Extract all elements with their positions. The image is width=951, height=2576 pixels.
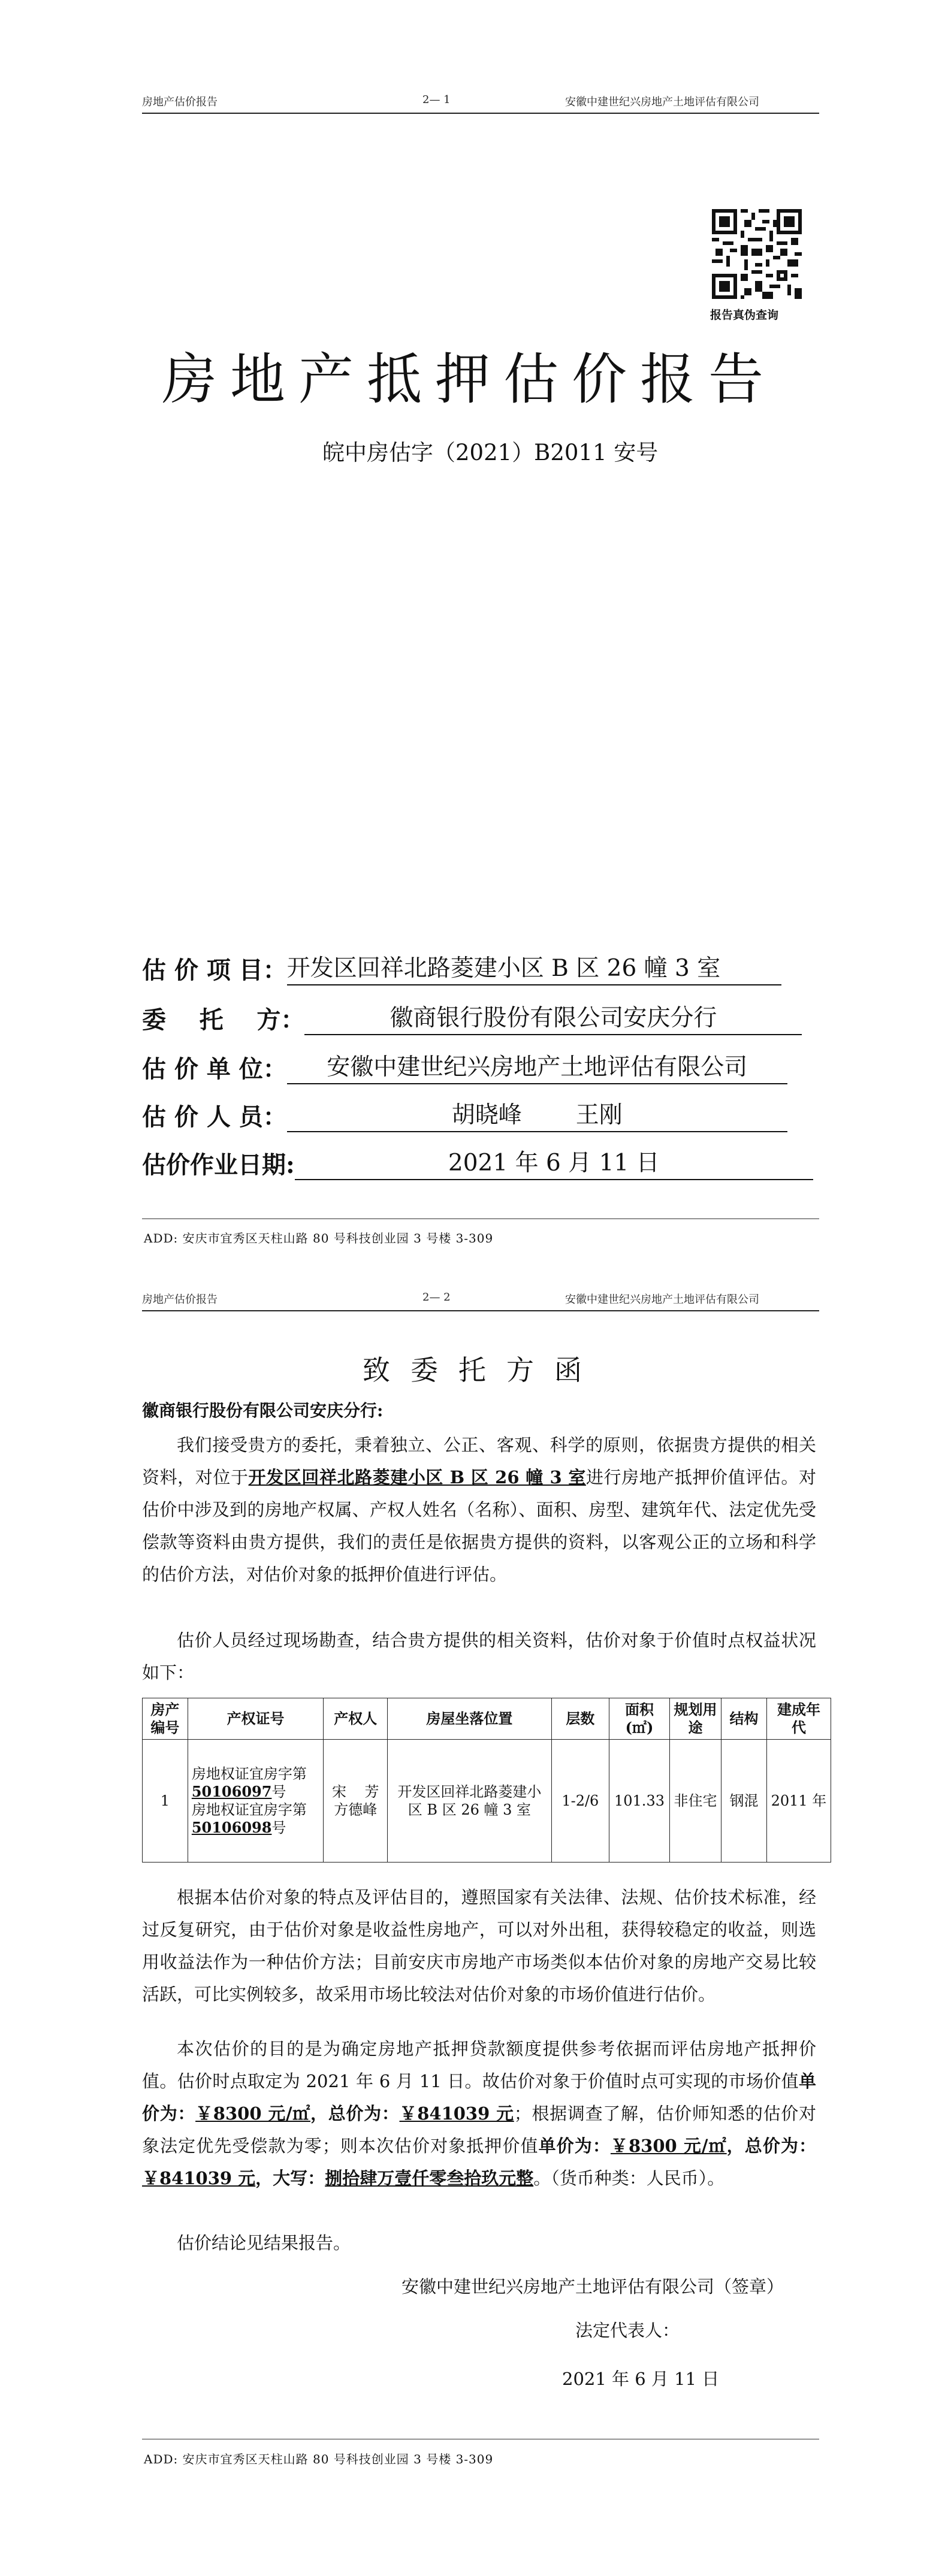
cell-id: 1 xyxy=(143,1740,188,1863)
paragraph-1 xyxy=(142,1429,816,1591)
qr-caption: 报告真伪查询 xyxy=(710,309,779,322)
unit-label: 估 价 单 位： xyxy=(142,1055,287,1083)
report-title: 房地产抵押估价报告 xyxy=(162,347,777,412)
footer-address: ADD: 安庆市宜秀区天柱山路 80 号科技创业园 3 号楼 3-309 xyxy=(144,2452,494,2466)
cell-use: 非住宅 xyxy=(669,1740,721,1863)
header-left: 房地产估价报告 xyxy=(142,96,218,108)
letter-title: 致委托方函 xyxy=(363,1354,602,1386)
col-year: 建成年代 xyxy=(766,1698,831,1740)
cert-2-number: 50106098 xyxy=(191,1819,272,1836)
paragraph-2: 估价人员经过现场勘查，结合贵方提供的相关资料，估价对象于价值时点权益状况如下： xyxy=(142,1630,816,1683)
col-id: 房产编号 xyxy=(143,1698,188,1740)
header-left: 房地产估价报告 xyxy=(142,1293,218,1306)
col-structure: 结构 xyxy=(721,1698,767,1740)
para1-text-c: 进行房地产抵押价值评估。对估价中涉及到的房地产权属、产权人姓名（名称）、面积、房型、建筑年代、法定优先受偿款等资料由贵方提供，我们的责任是依据贵方提供的资料，以客观公正的立场和科学的估价方法，对估价对象的抵押价值进行评估。 xyxy=(142,1467,816,1585)
market-unit-label: 单价为： xyxy=(142,2071,816,2124)
client-value: 徽商银行股份有限公司安庆分行 xyxy=(304,999,802,1035)
info-row-unit xyxy=(142,1048,787,1084)
cert-2-suffix: 号 xyxy=(271,1819,286,1836)
signature-date: 2021 年 6 月 11 日 xyxy=(562,2369,720,2389)
upper-label: ，大写： xyxy=(255,2168,325,2188)
header-rule xyxy=(142,113,819,114)
paragraph-5: 估价结论见结果报告。 xyxy=(177,2233,351,2253)
footer-address: ADD: 安庆市宜秀区天柱山路 80 号科技创业园 3 号楼 3-309 xyxy=(144,1231,494,1245)
info-row-date xyxy=(142,1144,813,1180)
cell-owner xyxy=(324,1740,388,1863)
signature-representative: 法定代表人： xyxy=(575,2320,680,2341)
project-label: 估 价 项 目： xyxy=(142,956,287,984)
cert-2-prefix: 房地权证宜房字第 xyxy=(191,1801,307,1818)
cell-cert xyxy=(188,1740,323,1863)
owner-1: 宋 芳 xyxy=(332,1783,379,1800)
col-owner: 产权人 xyxy=(324,1698,388,1740)
info-row-staff xyxy=(142,1096,787,1132)
cert-1-number: 50106097 xyxy=(191,1783,272,1800)
qr-code-icon xyxy=(712,209,802,299)
col-floors: 层数 xyxy=(551,1698,609,1740)
staff-name-2: 王刚 xyxy=(575,1102,623,1129)
cell-structure: 钢混 xyxy=(721,1740,767,1863)
market-total-label: ，总价为： xyxy=(310,2103,400,2124)
info-row-project xyxy=(142,950,781,985)
staff-name-1: 胡晓峰 xyxy=(451,1102,522,1129)
qr-block xyxy=(712,209,802,301)
client-label: 委 托 方： xyxy=(142,1006,305,1034)
staff-label: 估 价 人 员： xyxy=(142,1103,287,1131)
para4-text-b: ；根据调查了解，估价师知悉的估价对象法定优先受偿款为零；则本次估价对象抵押价值 xyxy=(142,2103,816,2156)
cert-1-prefix: 房地权证宜房字第 xyxy=(191,1765,307,1782)
cell-area: 101.33 xyxy=(609,1740,670,1863)
staff-value xyxy=(287,1096,787,1132)
date-value: 2021 年 6 月 11 日 xyxy=(295,1144,813,1180)
signature-company: 安徽中建世纪兴房地产土地评估有限公司（签章） xyxy=(401,2276,784,2297)
header-right: 安徽中建世纪兴房地产土地评估有限公司 xyxy=(565,96,759,108)
para4-text-c: 。（货币种类：人民币）。 xyxy=(533,2168,725,2188)
paragraph-3: 根据本估价对象的特点及评估目的，遵照国家有关法律、法规、估价技术标准，经过反复研究，由于估价对象是收益性房地产，可以对外出租，获得较稳定的收益，则选用收益法作为一种估价方法；目前安庆市房地产市场类似本估价对象的房地产交易比较活跃，可比实例较多，故采用市场比较法对估价对象的市场价值进行估价。 xyxy=(142,1887,816,2004)
mortgage-unit-label: 单价为： xyxy=(538,2136,611,2156)
header-right: 安徽中建世纪兴房地产土地评估有限公司 xyxy=(565,1293,759,1306)
market-unit-price: ￥8300 元/㎡ xyxy=(195,2103,311,2124)
col-cert: 产权证号 xyxy=(188,1698,323,1740)
report-number: 皖中房估字（2021）B2011 安号 xyxy=(322,440,659,465)
info-row-client xyxy=(142,999,802,1035)
header-page-number: 2— 2 xyxy=(422,1291,451,1304)
col-use: 规划用途 xyxy=(669,1698,721,1740)
mortgage-total-price: ￥841039 元 xyxy=(142,2168,256,2188)
table-header-row xyxy=(143,1698,831,1740)
para4-text-a: 本次估价的目的是为确定房地产抵押贷款额度提供参考依据而评估房地产抵押价值。估价时点取定为 2021 年 6 月 11 日。故估价对象于价值时点可实现的市场价值 xyxy=(142,2039,816,2091)
col-area: 面积(㎡) xyxy=(609,1698,670,1740)
header-rule xyxy=(142,1310,819,1311)
para1-text-a: 我们接受贵方的委托，秉着独立、公正、客观、科学的原则，依据贵方提供的相关资料，对位于 xyxy=(142,1435,816,1487)
cell-floors: 1-2/6 xyxy=(551,1740,609,1863)
property-table xyxy=(142,1698,831,1863)
header-page-number: 2— 1 xyxy=(422,93,451,106)
mortgage-total-label: ，总价为： xyxy=(726,2136,816,2156)
market-total-price: ￥841039 元 xyxy=(399,2103,514,2124)
owner-2: 方德峰 xyxy=(334,1801,378,1818)
paragraph-4 xyxy=(142,2033,816,2194)
table-row xyxy=(143,1740,831,1863)
project-value: 开发区回祥北路菱建小区 B 区 26 幢 3 室 xyxy=(287,950,781,985)
para1-property-address: 开发区回祥北路菱建小区 B 区 26 幢 3 室 xyxy=(248,1467,586,1487)
addressee: 徽商银行股份有限公司安庆分行: xyxy=(142,1401,384,1420)
mortgage-unit-price: ￥8300 元/㎡ xyxy=(610,2136,727,2156)
unit-value: 安徽中建世纪兴房地产土地评估有限公司 xyxy=(287,1048,787,1084)
cell-location: 开发区回祥北路菱建小区 B 区 26 幢 3 室 xyxy=(388,1740,551,1863)
date-label: 估价作业日期: xyxy=(142,1151,295,1179)
cell-year: 2011 年 xyxy=(766,1740,831,1863)
col-location: 房屋坐落位置 xyxy=(388,1698,551,1740)
upper-amount: 捌拾肆万壹仟零叁拾玖元整 xyxy=(325,2168,534,2188)
cert-1-suffix: 号 xyxy=(271,1783,286,1800)
